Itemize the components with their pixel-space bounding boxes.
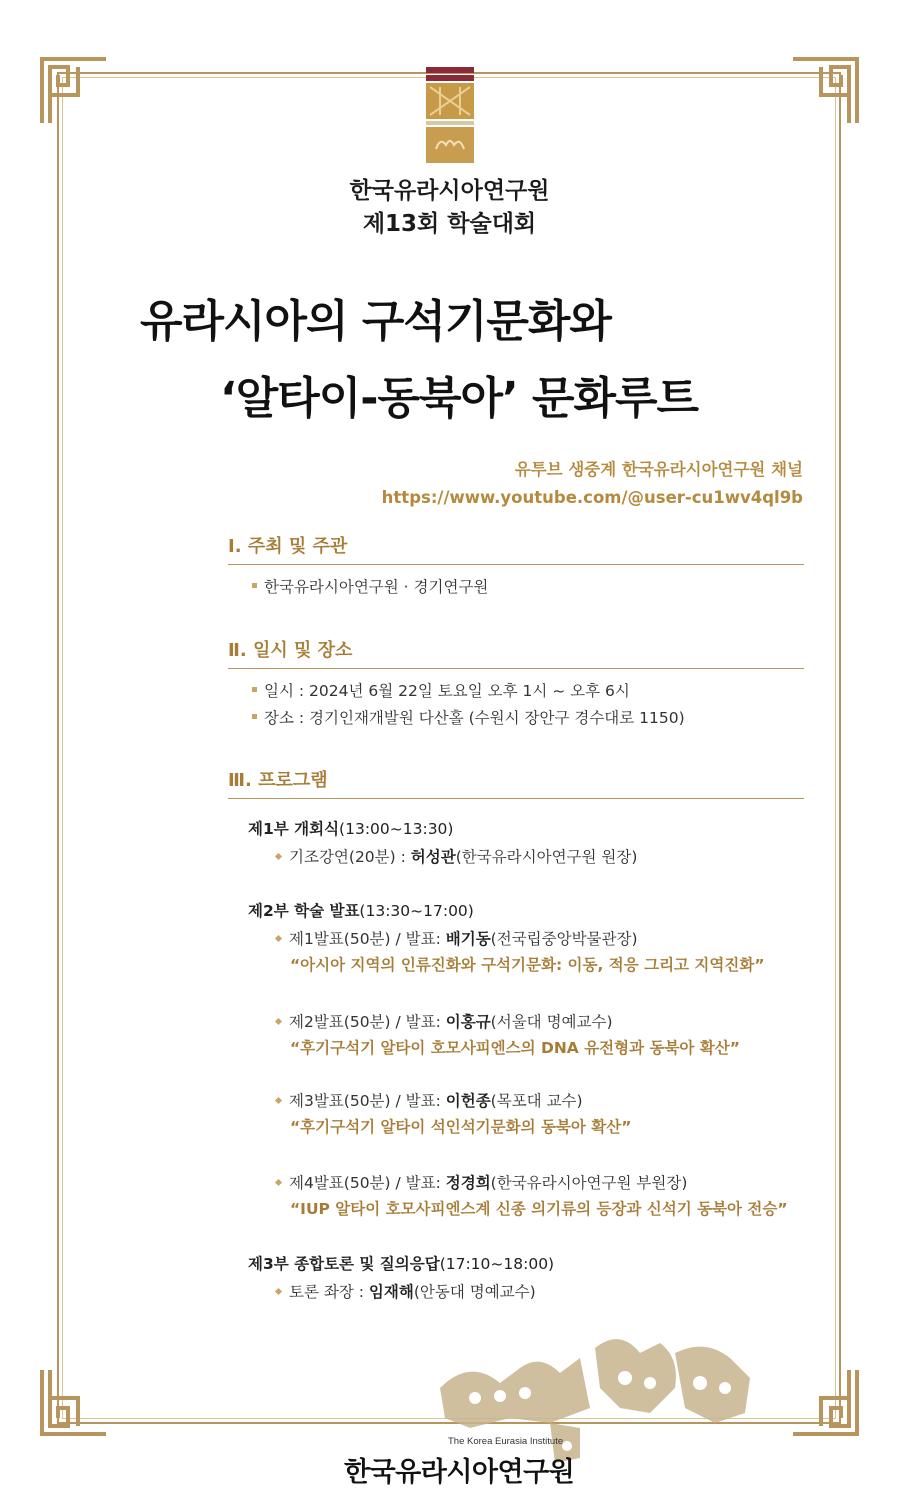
bullet-icon [252,687,257,692]
corner-ornament-icon [38,55,110,127]
section-heading-schedule: Ⅱ. 일시 및 장소 [228,636,804,669]
institute-name-kr: 한국유라시아연구원 [344,1457,575,1488]
youtube-info [382,456,803,512]
bullet-icon [252,583,257,588]
org-name: 한국유라시아연구원 [349,178,550,204]
diamond-bullet-icon [275,1097,282,1104]
event-name: 제13회 학술대회 [362,211,537,237]
bullet-icon [252,714,257,719]
diamond-bullet-icon [275,1288,282,1295]
diamond-bullet-icon [275,853,282,860]
section-heading-program: Ⅲ. 프로그램 [228,766,804,799]
program-part-2: 제2부 학술 발표(13:30~17:00) [248,902,474,920]
main-title-line1: 유라시아의 구석기문화와 [140,296,611,347]
corner-ornament-icon [789,1366,861,1438]
list-item: 장소 : 경기인재개발원 다산홀 (수원시 장안구 경수대로 1150) [252,706,685,728]
institute-logo-art-icon [430,1328,770,1468]
list-item: 한국유라시아연구원 · 경기연구원 [252,575,488,597]
diamond-bullet-icon [275,1179,282,1186]
section-heading-host: Ⅰ. 주최 및 주관 [228,532,804,565]
youtube-link[interactable]: https://www.youtube.com/@user-cu1wv4ql9b [381,488,803,507]
corner-ornament-icon [789,55,861,127]
talk-topic: “아시아 지역의 인류진화와 구석기문화: 이동, 적응 그리고 지역진화” [290,956,765,974]
program-item: 제3발표(50분) / 발표: 이헌종(목포대 교수) [276,1089,583,1111]
talk-topic: “후기구석기 알타이 호모사피엔스의 DNA 유전형과 동북아 확산” [290,1039,740,1057]
talk-topic: “IUP 알타이 호모사피엔스계 신종 의기류의 등장과 신석기 동북아 전승” [290,1200,788,1218]
program-part-3: 제3부 종합토론 및 질의응답(17:10~18:00) [248,1255,555,1273]
list-item: 일시 : 2024년 6월 22일 토요일 오후 1시 ~ 오후 6시 [252,679,630,701]
program-item: 제4발표(50분) / 발표: 정경희(한국유라시아연구원 부원장) [276,1171,687,1193]
program-item: 제2발표(50분) / 발표: 이홍규(서울대 명예교수) [276,1010,613,1032]
youtube-label: 유투브 생중계 한국유라시아연구원 채널 [514,460,803,479]
program-item: 기조강연(20분) : 허성관(한국유라시아연구원 원장) [276,845,637,867]
diamond-bullet-icon [275,1018,282,1025]
institute-name-en: The Korea Eurasia Institute [448,1436,564,1447]
talk-topic: “후기구석기 알타이 석인석기문화의 동북아 확산” [290,1118,632,1136]
diamond-bullet-icon [275,935,282,942]
main-title-line2: ‘알타이-동북아’ 문화루트 [220,373,699,424]
corner-ornament-icon [38,1366,110,1438]
program-item: 토론 좌장 : 임재해(안동대 명예교수) [276,1280,536,1302]
emblem-icon [426,67,474,163]
program-part-1: 제1부 개회식(13:00~13:30) [248,820,454,838]
program-item: 제1발표(50분) / 발표: 배기동(전국립중앙박물관장) [276,927,638,949]
